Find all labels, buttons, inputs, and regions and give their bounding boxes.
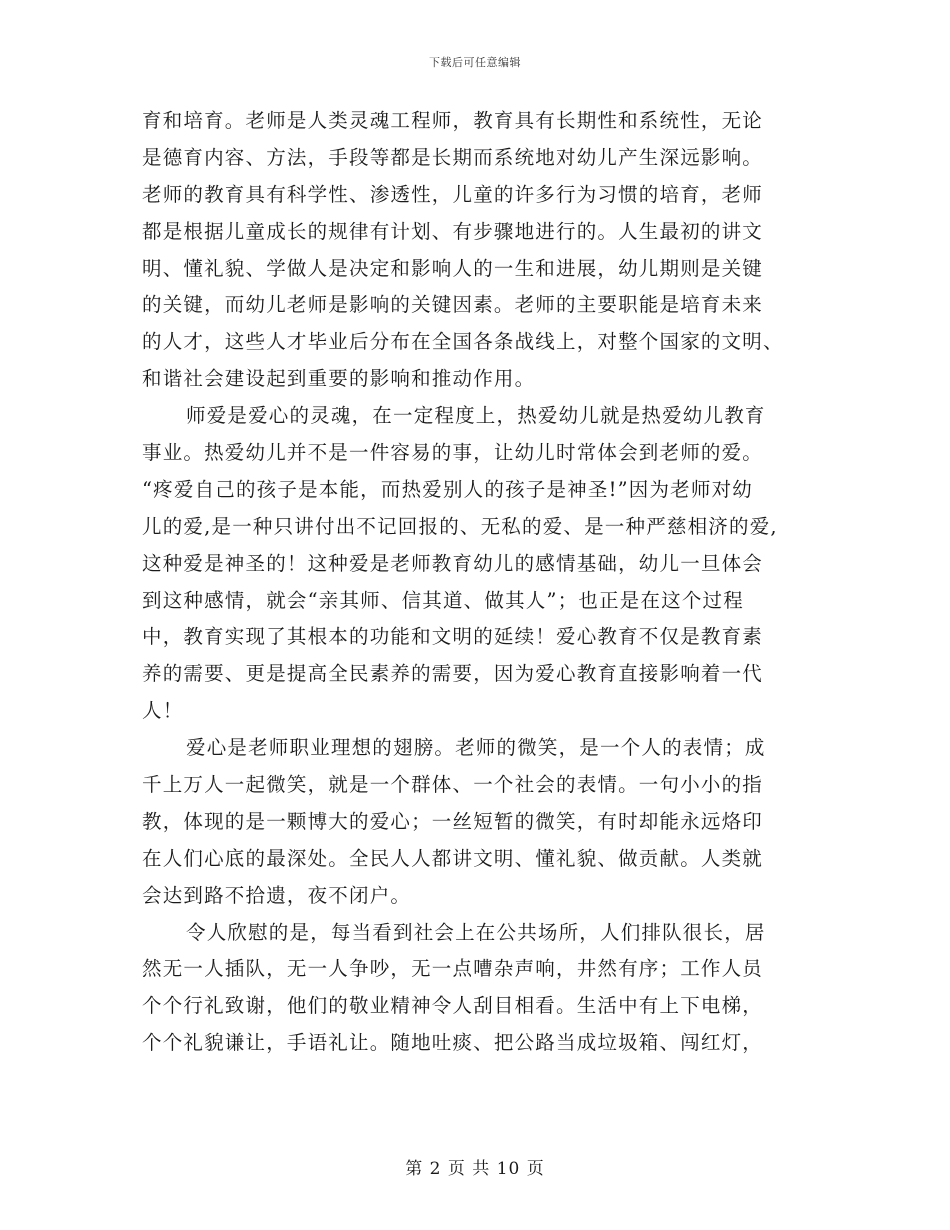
text-line: 这种爱是神圣的！这种爱是老师教育幼儿的感情基础，幼儿一旦体会 (142, 551, 764, 575)
text-line: 个个礼貌谦让，手语礼让。随地吐痰、把公路当成垃圾箱、闯红灯， (142, 1031, 764, 1055)
text-line: 在人们心底的最深处。全民人人都讲文明、懂礼貌、做贡献。人类就 (142, 846, 764, 870)
paragraph-start-line: 爱心是老师职业理想的翅膀。老师的微笑，是一个人的表情；成 (186, 736, 766, 760)
text-line: 事业。热爱幼儿并不是一件容易的事，让幼儿时常体会到老师的爱。 (142, 441, 764, 465)
text-line: 育和培育。老师是人类灵魂工程师，教育具有长期性和系统性，无论 (142, 109, 764, 132)
text-line: 是德育内容、方法，手段等都是长期而系统地对幼儿产生深远影响。 (142, 145, 764, 169)
text-line: 然无一人插队，无一人争吵，无一点嘈杂声响，井然有序；工作人员 (142, 957, 764, 981)
text-line: 明、懂礼貌、学做人是决定和影响人的一生和进展，幼儿期则是关键 (142, 256, 764, 280)
text-line: 养的需要、更是提高全民素养的需要，因为爱心教育直接影响着一代 (142, 662, 764, 686)
text-line: 会达到路不拾遗，夜不闭户。 (142, 883, 412, 907)
page-footer: 第 2 页 共 10 页 (405, 1159, 545, 1179)
text-line: 个个行礼致谢，他们的敬业精神令人刮目相看。生活中有上下电梯， (142, 994, 764, 1018)
paragraph-start-line: 令人欣慰的是，每当看到社会上在公共场所，人们排队很长，居 (186, 920, 766, 944)
text-line: “疼爱自己的孩子是本能，而热爱别人的孩子是神圣!”因为老师对幼 (142, 477, 753, 501)
text-line: 的关键，而幼儿老师是影响的关键因素。老师的主要职能是培育未来 (142, 293, 764, 317)
text-line: 都是根据儿童成长的规律有计划、有步骤地进行的。人生最初的讲文 (142, 219, 764, 243)
text-line: 的人才，这些人才毕业后分布在全国各条战线上，对整个国家的文明、 (142, 330, 784, 354)
document-body (142, 103, 822, 1062)
page-header: 下载后可任意编辑 (429, 56, 521, 69)
text-line: 人！ (142, 699, 184, 723)
text-line: 千上万人一起微笑，就是一个群体、一个社会的表情。一句小小的指 (142, 773, 764, 797)
text-line: 中，教育实现了其根本的功能和文明的延续！爱心教育不仅是教育素 (142, 625, 764, 649)
text-line: 教，体现的是一颗博大的爱心；一丝短暂的微笑，有时却能永远烙印 (142, 809, 764, 833)
text-line: 儿的爱,是一种只讲付出不记回报的、无私的爱、是一种严慈相济的爱, (142, 514, 778, 538)
text-line: 和谐社会建设起到重要的影响和推动作用。 (142, 367, 536, 391)
paragraph-start-line: 师爱是爱心的灵魂，在一定程度上，热爱幼儿就是热爱幼儿教育 (186, 404, 766, 428)
text-line: 老师的教育具有科学性、渗透性，儿童的许多行为习惯的培育，老师 (142, 182, 764, 206)
text-line: 到这种感情，就会“亲其师、信其道、做其人”；也正是在这个过程 (142, 588, 744, 612)
